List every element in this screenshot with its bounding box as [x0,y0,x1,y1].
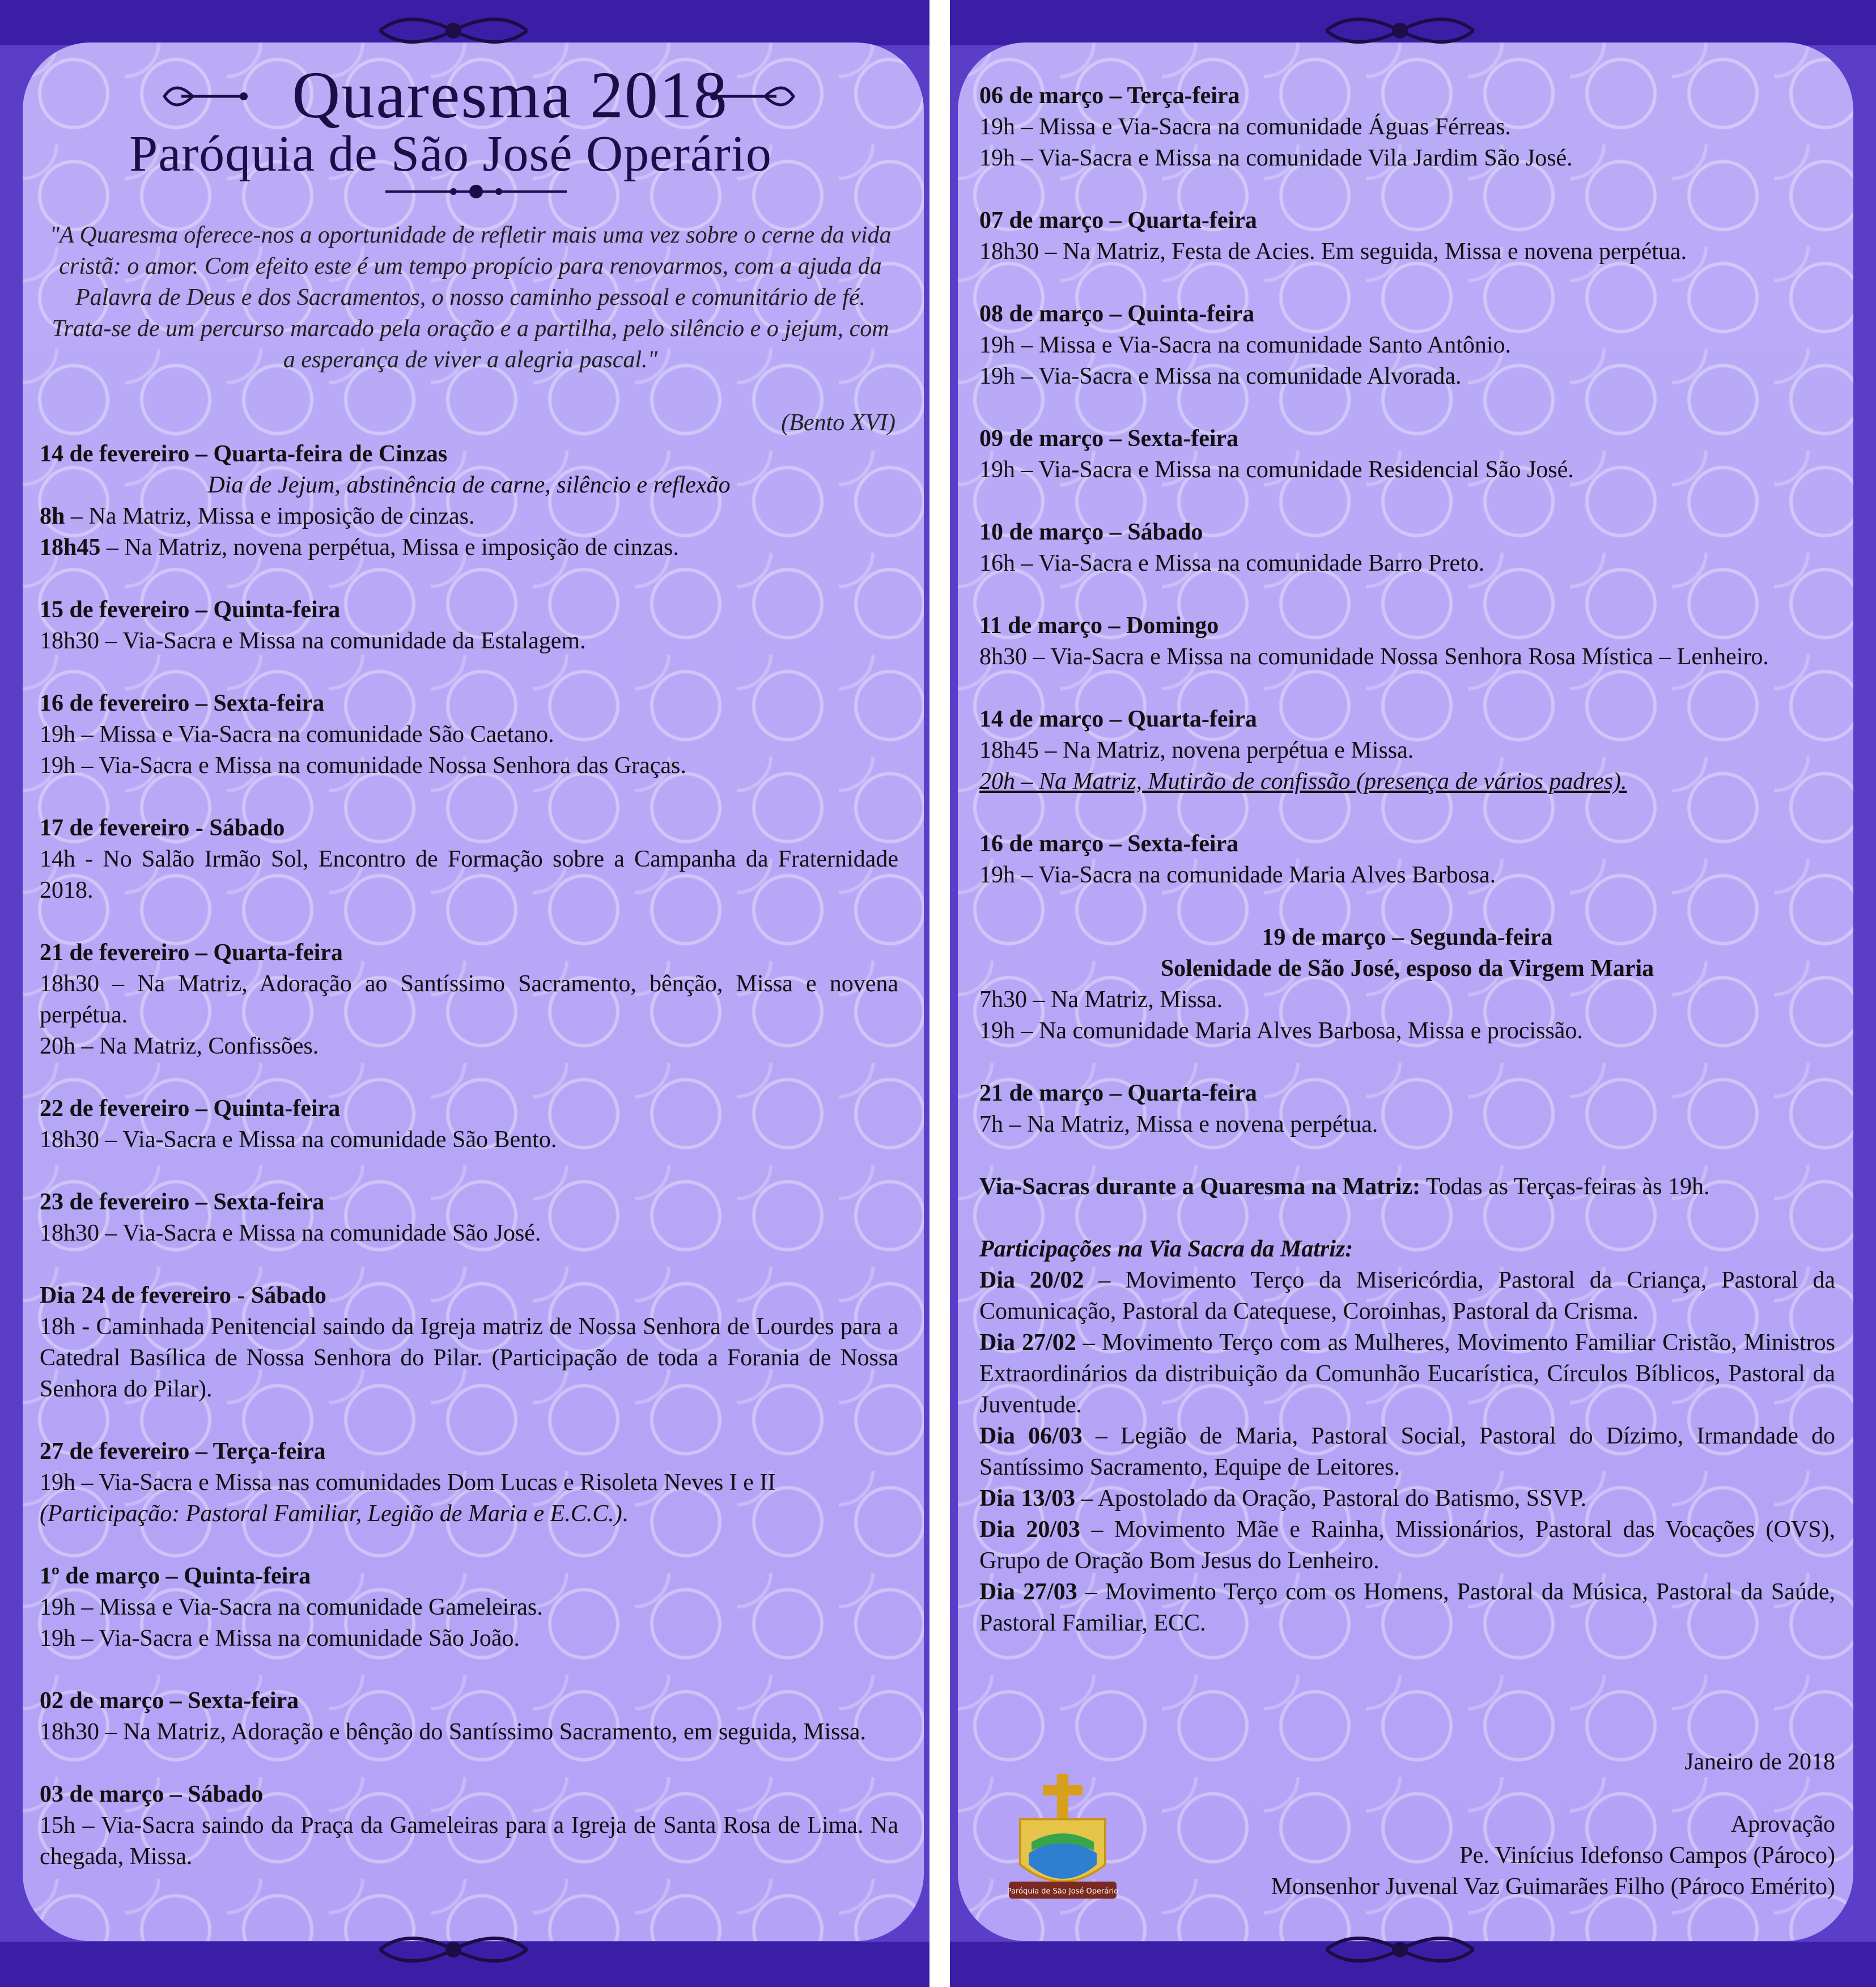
bottom-ornament-right-icon [1315,1927,1485,1972]
participation-day: Dia 27/03 [979,1579,1077,1605]
entry-line: 19h – Via-Sacra na comunidade Maria Alves Barbosa. [979,862,1496,888]
entry-heading: 11 de março – Domingo [979,613,1219,639]
schedule-entry [40,688,898,782]
entry-line: 19h – Via-Sacra e Missa na comunidade Residencial São José. [979,457,1574,483]
entry-heading: 02 de março – Sexta-feira [40,1688,299,1714]
entry-line: 16h – Via-Sacra e Missa na comunidade Barro Preto. [979,550,1485,576]
date-line: Janeiro de 2018 [1684,1749,1835,1775]
entry-line: 19h – Via-Sacra e Missa na comunidade Vila Jardim São José. [979,145,1573,171]
entry-note-end: . [622,1501,629,1527]
top-ornament-right-icon [1315,8,1485,53]
schedule-entry [40,1685,898,1748]
entry-heading: 14 de fevereiro – Quarta-feira de Cinzas [40,441,448,467]
entry-line: 18h30 – Via-Sacra e Missa na comunidade São Bento. [40,1127,557,1153]
entry-note: (Participação: Pastoral Familiar, Legião de Maria e E.C.C.) [40,1501,622,1527]
participation-text: – Movimento Terço com os Homens, Pastoral da Música, Pastoral da Saúde, Pastoral Familiar, ECC. [979,1579,1835,1636]
participation-item [979,1421,1835,1483]
entry-line [40,1498,898,1530]
schedule-entry [40,595,898,657]
entry-line: 19h – Missa e Via-Sacra na comunidade São Caetano. [40,721,554,748]
schedule-entry [40,1093,898,1156]
participation-day: Dia 20/02 [979,1267,1084,1293]
schedule-entry [40,1779,898,1873]
schedule-entry [40,1561,898,1654]
participation-day: Dia 27/02 [979,1330,1076,1356]
participation-item [979,1483,1835,1514]
schedule-entry [40,813,898,906]
entry-heading: 21 de março – Quarta-feira [979,1080,1257,1106]
entry-time: 8h [40,503,65,529]
left-schedule [40,439,898,1904]
title-flourish-left-icon [159,79,249,113]
schedule-entry [40,1187,898,1249]
schedule-entry [979,423,1835,486]
entry-line: 18h30 – Via-Sacra e Missa na comunidade São José. [40,1220,541,1246]
entry-line: 19h – Missa e Via-Sacra na comunidade Gameleiras. [40,1594,543,1620]
participation-item [979,1265,1835,1327]
top-ornament-left-icon [368,8,538,53]
participation-item [979,1514,1835,1577]
participations-section [979,1234,1835,1639]
parish-logo-icon [998,1768,1128,1916]
entry-line: 19h – Via-Sacra e Missa nas comunidades Dom Lucas e Risoleta Neves I e II [40,1470,776,1496]
quote-text: "A Quaresma oferece-nos a oportunidade de refletir mais uma vez sobre o cerne da vida cristã: o amor. Com efeito este é um tempo propício para renovarmos, com a ajuda da Palavra de Deus e dos Sacramentos, o nosso caminho pessoal e comunitário de fé. Trata-se de um percurso marcado pela oração e a partilha, pelo silêncio e o jejum, com a esperança de viver a alegria pascal." [49,222,892,373]
participation-text: – Apostolado da Oração, Pastoral do Batismo, SSVP. [1075,1485,1586,1512]
entry-heading: 10 de março – Sábado [979,519,1203,545]
entry-line: 7h30 – Na Matriz, Missa. [979,987,1223,1013]
schedule-entry [40,937,898,1062]
entry-text: – Na Matriz, Missa e imposição de cinzas. [65,503,475,529]
entry-line [40,532,898,563]
participation-item [979,1327,1835,1421]
entry-heading: 27 de fevereiro – Terça-feira [40,1438,326,1464]
entry-heading: 09 de março – Sexta-feira [979,426,1239,452]
schedule-entry [40,1280,898,1405]
schedule-entry [979,829,1835,891]
entry-line: 19h – Via-Sacra e Missa na comunidade São João. [40,1625,520,1651]
via-sacras-text: Todas as Terças-feiras às 19h. [1420,1174,1710,1200]
entry-heading: 1º de março – Quinta-feira [40,1563,311,1589]
entry-line: 18h30 – Via-Sacra e Missa na comunidade da Estalagem. [40,628,586,654]
participation-text: – Movimento Terço da Misericórdia, Pastoral da Criança, Pastoral da Comunicação, Pastoral da Catequese, Coroinhas, Pastoral da Crisma. [979,1267,1835,1324]
entry-line: 18h - Caminhada Penitencial saindo da Igreja matriz de Nossa Senhora de Lourdes para a Catedral Basílica de Nossa Senhora do Pilar. (Participação de toda a Forania de Nossa Senhora do Pilar). [40,1314,898,1402]
entry-time: 18h45 [40,534,101,561]
priest-signature-2: Monsenhor Juvenal Vaz Guimarães Filho (Pároco Emérito) [1271,1874,1835,1900]
page-title: Quaresma 2018 [292,58,728,132]
schedule-entry [979,205,1835,268]
entry-line: 18h30 – Na Matriz, Adoração ao Santíssimo Sacramento, bênção, Missa e novena perpétua. [40,971,898,1028]
schedule-entry [40,439,898,563]
entry-line [979,1171,1835,1203]
entry-subheading: Dia de Jejum, abstinência de carne, silêncio e reflexão [207,472,731,498]
schedule-entry [979,80,1835,174]
entry-line: 19h – Missa e Via-Sacra na comunidade Águas Férreas. [979,114,1511,140]
subtitle-divider-icon [380,180,572,203]
entry-heading: 07 de março – Quarta-feira [979,207,1257,233]
entry-line: 20h – Na Matriz, Mutirão de confissão (presença de vários padres). [979,769,1627,795]
approval-label: Aprovação [1730,1811,1835,1837]
entry-line [40,501,898,532]
entry-heading: 21 de fevereiro – Quarta-feira [40,940,343,966]
schedule-entry [979,299,1835,392]
entry-heading: 16 de março – Sexta-feira [979,831,1239,857]
entry-line: 15h – Via-Sacra saindo da Praça da Gameleiras para a Igreja de Santa Rosa de Lima. Na chegada, Missa. [40,1812,898,1870]
entry-heading: 14 de março – Quarta-feira [979,706,1257,732]
entry-heading: 03 de março – Sábado [40,1781,264,1807]
logo-text: Paróquia de São José Operário [1007,1887,1119,1896]
page-subtitle: Paróquia de São José Operário [129,126,772,182]
bottom-ornament-left-icon [368,1927,538,1972]
entry-heading: 23 de fevereiro – Sexta-feira [40,1189,325,1215]
entry-heading: 06 de março – Terça-feira [979,83,1240,109]
quote-author: (Bento XVI) [781,410,895,436]
entry-line: 18h30 – Na Matriz, Festa de Acies. Em seguida, Missa e novena perpétua. [979,239,1687,265]
entry-line: 20h – Na Matriz, Confissões. [40,1033,319,1059]
fold-gutter [929,0,950,1987]
participation-text: – Movimento Terço com as Mulheres, Movimento Familiar Cristão, Ministros Extraordinários da distribuição da Comunhão Eucarística, Círculos Bíblicos, Pastoral da Juventude. [979,1330,1835,1418]
right-schedule [979,80,1835,1670]
participation-day: Dia 06/03 [979,1423,1083,1449]
entry-heading: 08 de março – Quinta-feira [979,301,1255,327]
entry-subheading: Solenidade de São José, esposo da Virgem Maria [1160,956,1654,982]
schedule-entry [979,517,1835,579]
entry-line: 19h – Via-Sacra e Missa na comunidade Nossa Senhora das Graças. [40,753,686,779]
entry-heading: 15 de fevereiro – Quinta-feira [40,597,341,623]
priest-signature-1: Pe. Vinícius Idefonso Campos (Pároco) [1459,1842,1835,1869]
entry-line: 19h – Missa e Via-Sacra na comunidade Santo Antônio. [979,332,1512,358]
schedule-entry [979,610,1835,673]
entry-heading: 19 de março – Segunda-feira [1262,924,1553,950]
entry-line: 19h – Via-Sacra e Missa na comunidade Alvorada. [979,363,1462,389]
participation-text: – Movimento Mãe e Rainha, Missionários, Pastoral das Vocações (OVS), Grupo de Oração Bom Jesus do Lenheiro. [979,1517,1835,1574]
entry-heading: 16 de fevereiro – Sexta-feira [40,690,325,716]
entry-heading: Dia 24 de fevereiro - Sábado [40,1283,326,1309]
entry-heading: 17 de fevereiro - Sábado [40,815,285,841]
participation-text: – Legião de Maria, Pastoral Social, Pastoral do Dízimo, Irmandade do Santíssimo Sacramento, Equipe de Leitores. [979,1423,1835,1480]
participations-heading: Participações na Via Sacra da Matriz: [979,1236,1353,1262]
schedule-entry [979,704,1835,797]
entry-text: – Na Matriz, novena perpétua, Missa e imposição de cinzas. [100,534,679,561]
participation-day: Dia 20/03 [979,1517,1081,1543]
entry-heading: 22 de fevereiro – Quinta-feira [40,1096,341,1122]
entry-line: 8h30 – Via-Sacra e Missa na comunidade Nossa Senhora Rosa Mística – Lenheiro. [979,644,1769,670]
schedule-entry [979,922,1835,1047]
entry-line: 18h30 – Na Matriz, Adoração e bênção do Santíssimo Sacramento, em seguida, Missa. [40,1719,866,1745]
entry-line: 18h45 – Na Matriz, novena perpétua e Missa. [979,737,1414,763]
entry-line: 7h – Na Matriz, Missa e novena perpétua. [979,1111,1378,1137]
schedule-entry [979,1078,1835,1140]
participation-day: Dia 13/03 [979,1485,1076,1512]
schedule-entry [40,1436,898,1530]
via-sacras-label: Via-Sacras durante a Quaresma na Matriz: [979,1174,1421,1200]
participation-item [979,1577,1835,1639]
via-sacras-note [979,1171,1835,1203]
entry-line: 14h - No Salão Irmão Sol, Encontro de Formação sobre a Campanha da Fraternidade 2018. [40,846,898,903]
entry-line: 19h – Na comunidade Maria Alves Barbosa, Missa e procissão. [979,1018,1583,1044]
